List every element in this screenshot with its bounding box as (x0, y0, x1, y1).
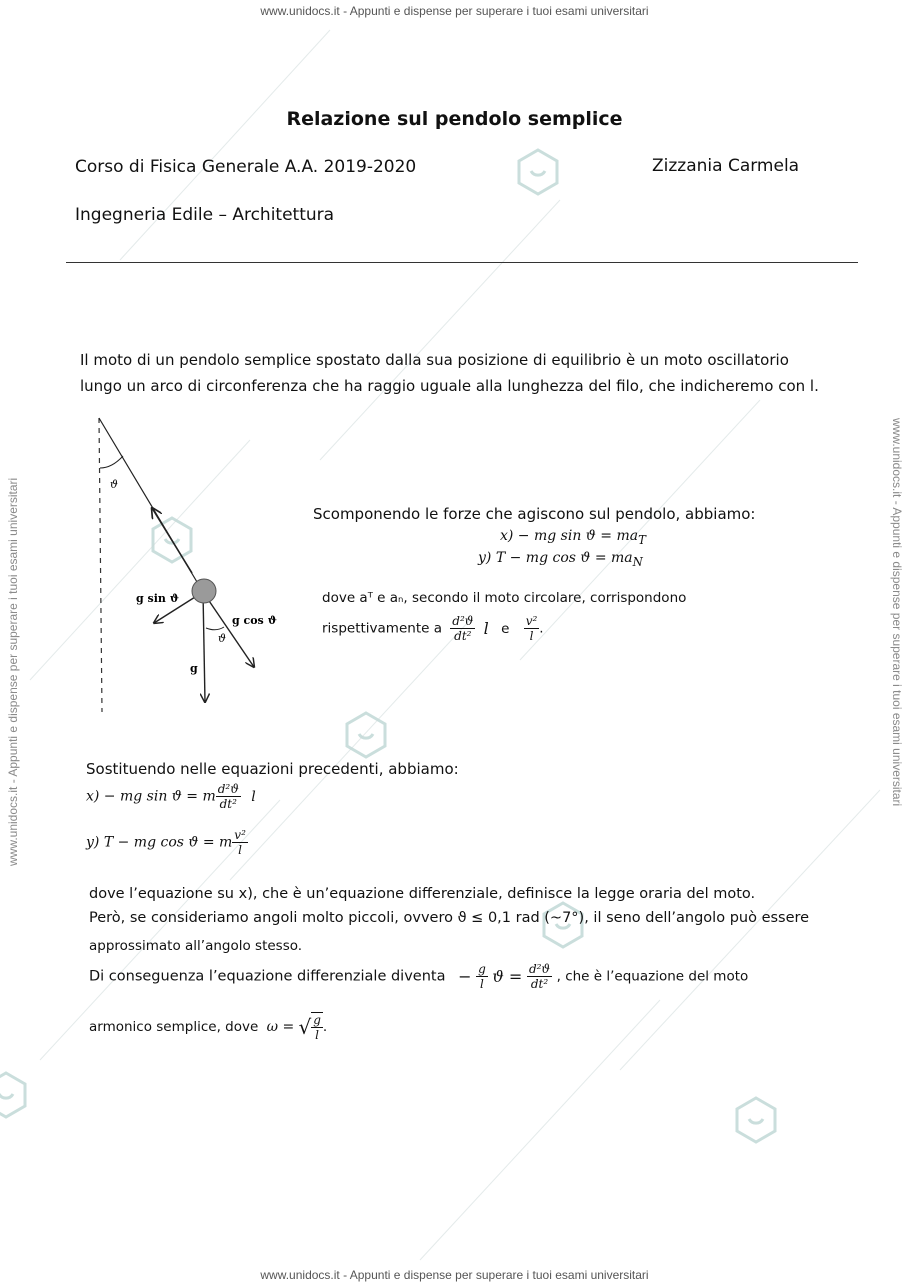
fraction-numerator: v² (234, 828, 246, 842)
equation-x-body: x) − mg sin ϑ = ma (500, 528, 639, 544)
substitution-intro: Sostituendo nelle equazioni precedenti, abbiamo: (86, 760, 459, 778)
fraction-numerator: d²ϑ (528, 962, 551, 976)
fraction-denominator: l (315, 1028, 319, 1042)
equation-fraction (216, 782, 241, 811)
radical-sign-icon: √ (298, 1015, 312, 1039)
fraction-numerator: g (313, 1013, 321, 1027)
line-4-end: , che è l’equazione del moto (556, 968, 749, 985)
course-name: Corso di Fisica Generale A.A. 2019-2020 (75, 157, 417, 177)
tension-arrow (152, 508, 192, 573)
respectively-line (322, 614, 544, 643)
theta-arc-top (100, 456, 123, 468)
fraction-denominator: l (529, 629, 534, 643)
intro-line-2: lungo un arco di circonferenza che ha raggio uguale alla lunghezza del filo, che indicheremo con l. (80, 377, 819, 395)
fraction-numerator: d²ϑ (452, 614, 474, 628)
g-sin-label: g sin ϑ (136, 592, 180, 605)
pendulum-diagram (90, 410, 290, 720)
fraction-denominator: l (238, 843, 243, 857)
fraction-numerator: v² (525, 614, 538, 628)
conclusion-line-1: dove l’equazione su x), che è un’equazione differenziale, definisce la legge oraria del moto. (89, 886, 756, 902)
header-watermark: www.unidocs.it - Appunti e dispense per superare i tuoi esami universitari (260, 4, 649, 18)
gravity-label: g (190, 662, 198, 675)
equation-lhs: x) − mg sin ϑ = m (86, 788, 216, 805)
second-derivative-fraction (527, 962, 552, 991)
vertical-reference-line (99, 418, 102, 712)
equation-lhs: y) T − mg cos ϑ = m (86, 834, 233, 851)
conclusion-line-4 (89, 962, 748, 991)
gravity-arrow (203, 592, 205, 702)
theta-label-bottom: ϑ (218, 632, 226, 645)
watermark-logo-icon (0, 1073, 25, 1117)
equation-fraction (232, 828, 248, 857)
omega-equals: ω = (266, 1019, 295, 1035)
length-symbol: l (251, 788, 256, 805)
tangential-fraction (450, 614, 475, 643)
conclusion-line-2: Però, se consideriamo angoli molto piccoli, ovvero ϑ ≤ 0,1 rad (~7°), il seno dell’angolo può essere (89, 910, 810, 926)
sqrt-fraction (311, 1012, 323, 1042)
equation-x (500, 528, 646, 547)
conclusion-line-3: approssimato all’angolo stesso. (89, 938, 303, 954)
period-mark: . (322, 1019, 328, 1035)
author-name: Zizzania Carmela (652, 156, 800, 176)
theta-label-top: ϑ (110, 478, 118, 491)
equation-y (478, 550, 643, 569)
intro-line-1: Il moto di un pendolo semplice spostato dalla sua posizione di equilibrio è un moto oscillatorio (80, 351, 789, 369)
equation-y-body: y) T − mg cos ϑ = ma (478, 550, 633, 566)
g-cos-label: g cos ϑ (232, 614, 277, 627)
line-5-start: armonico semplice, dove (89, 1019, 259, 1035)
and-text: e (501, 620, 510, 637)
fraction-denominator: l (480, 977, 484, 991)
pendulum-bob (192, 579, 216, 603)
length-symbol: l (483, 619, 489, 638)
fraction-denominator: dt² (454, 629, 472, 643)
fraction-numerator: g (478, 962, 486, 976)
forces-intro: Scomponendo le forze che agiscono sul pendolo, abbiamo: (313, 505, 756, 523)
where-line: dove aᵀ e aₙ, secondo il moto circolare, corrispondono (322, 590, 687, 606)
equation-y-subscript: N (632, 554, 643, 569)
square-root (298, 1012, 322, 1042)
fraction-denominator: dt² (219, 797, 237, 811)
fraction-numerator: d²ϑ (217, 782, 239, 796)
right-side-watermark: www.unidocs.it - Appunti e dispense per superare i tuoi esami universitari (890, 418, 904, 807)
minus-sign: − (458, 967, 472, 986)
respectively-text: rispettivamente a (322, 620, 442, 637)
footer-watermark: www.unidocs.it - Appunti e dispense per superare i tuoi esami universitari (260, 1268, 649, 1282)
period-mark: . (539, 620, 544, 637)
equation-x-subscript: T (638, 532, 646, 547)
conclusion-line-5 (89, 1012, 327, 1042)
substituted-equation-y (86, 828, 248, 857)
theta-arc-bottom (206, 627, 224, 630)
left-side-watermark: www.unidocs.it - Appunti e dispense per superare i tuoi esami universitari (6, 477, 20, 866)
watermark-logo-icon (737, 1098, 775, 1142)
header-divider (66, 262, 858, 263)
normal-fraction (524, 614, 540, 643)
theta-equals: ϑ = (492, 967, 523, 986)
watermark-logo-icon (347, 713, 385, 757)
fraction-denominator: dt² (530, 977, 549, 991)
g-over-l-fraction (476, 962, 488, 991)
substituted-equation-x (86, 782, 256, 811)
watermark-logo-icon (519, 150, 557, 194)
line-4-start: Di conseguenza l’equazione differenziale diventa (89, 968, 446, 985)
degree-name: Ingegneria Edile – Architettura (75, 205, 335, 225)
document-title: Relazione sul pendolo semplice (286, 108, 623, 130)
